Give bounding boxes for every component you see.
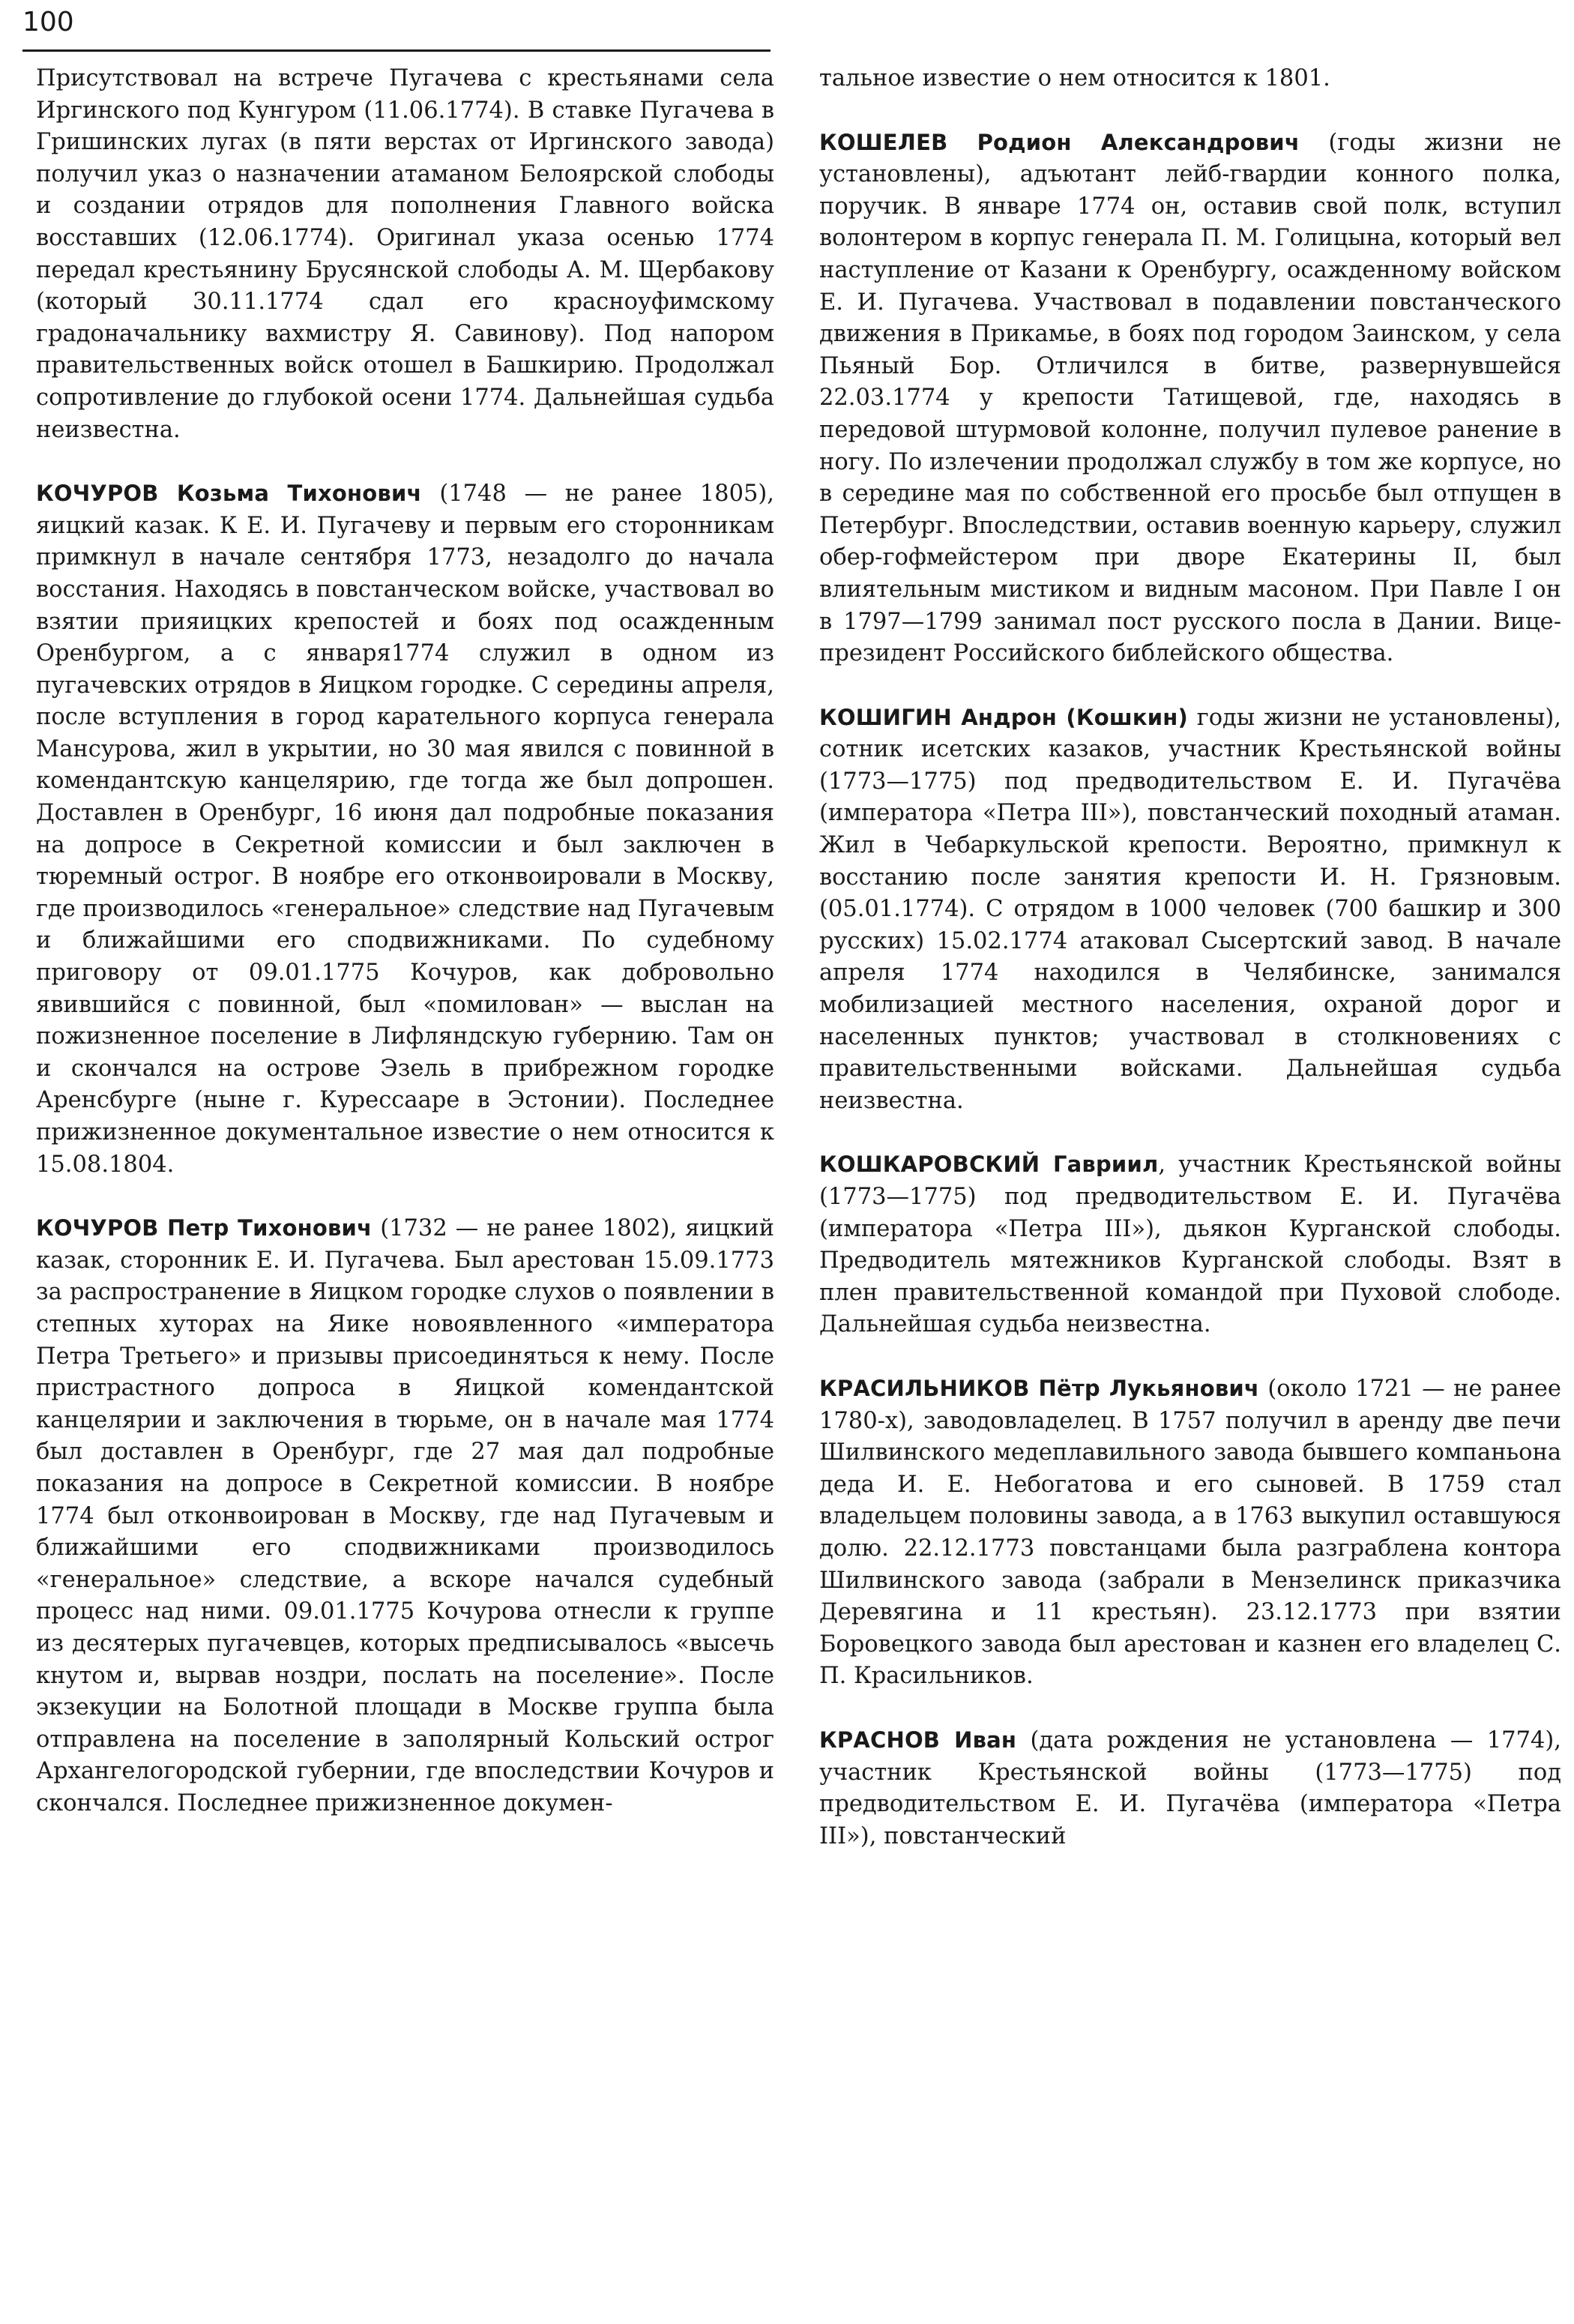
- continuation-text: [819, 63, 1561, 95]
- entry-paragraph: [819, 1724, 1561, 1852]
- entry-koshelev: [819, 127, 1561, 670]
- entry-heading: КРАСНОВ Иван: [819, 1727, 1017, 1753]
- entry-body: тальное известие о нем относится к 1801.: [819, 65, 1330, 91]
- entry-heading: КОЧУРОВ Петр Тихонович: [36, 1215, 373, 1241]
- entry-paragraph: [819, 1149, 1561, 1341]
- entry-body: (1748 — не ранее 1805), яицкий казак. К Е. И. Пугачеву и первым его сторонникам примкнул в начале сентября 1773, незадолго до начала восстания. Находясь в повстанческом войске, участвовал во взятии прияицких крепостей и боях под осажденным Оренбургом, а с января1774 служил в одном из пугачевских отрядов в Яицком городке. С середины апреля, после вступления в город карательного корпуса генерала Мансурова, жил в укрытии, но 30 мая явился с повинной в комендантскую канцелярию, где тогда же был допрошен. Доставлен в Оренбург, 16 июня дал подробные показания на допросе в Секретной комиссии и был заключен в тюремный острог. В ноябре его отконвоировали в Москву, где производилось «генеральное» следствие над Пугачевым и ближайшими его сподвижниками. По судебному приговору от 09.01.1775 Кочуров, как добровольно явившийся с повинной, был «помилован» — выслан на пожизненное поселение в Лифляндскую губернию. Там он и скончался на острове Эзель в прибрежном городке Аренсбурге (ныне г. Курессааре в Эстонии). Последнее прижизненное документальное известие о нем относится к 15.08.1804.: [36, 481, 774, 1178]
- entry-krasilnikov: [819, 1373, 1561, 1693]
- entry-body: (дата рождения не установлена — 1774), участник Крестьянской войны (1773—1775) под предводительством Е. И. Пугачёва (императора «Петра III»), повстанческий: [819, 1727, 1561, 1849]
- entry-kochurov-kozma: [36, 478, 774, 1181]
- entry-paragraph: [36, 478, 774, 1181]
- entry-heading: КОШИГИН Андрон (Кошкин): [819, 704, 1188, 730]
- entry-koshigin: [819, 702, 1561, 1118]
- entry-paragraph: [819, 1373, 1561, 1693]
- entry-body: (годы жизни не установлены), адъютант лейб-гвардии конного полка, поручик. В январе 1774 он, оставив свой полк, вступил волонтером в корпус генерала П. М. Голицына, который вел наступление от Казани к Оренбургу, осажденному войском Е. И. Пугачева. Участвовал в подавлении повстанческого движения в Прикамье, в боях под городом Заинском, у села Пьяный Бор. Отличился в битве, развернувшейся 22.03.1774 у крепости Татищевой, где, находясь в передовой штурмовой колонне, получил пулевое ранение в ногу. По излечении продолжал службу в том же корпусе, но в середине мая по собственной его просьбе был отпущен в Петербург. Впоследствии, оставив военную карьеру, служил обер-гофмейстером при дворе Екатерины II, был влиятельным мистиком и видным масоном. При Павле I он в 1797—1799 занимал пост русского посла в Дании. Вице-президент Российского библейского общества.: [819, 129, 1561, 667]
- entry-krasnov: [819, 1724, 1561, 1852]
- entry-paragraph: [819, 127, 1561, 670]
- page-number: 100: [22, 7, 74, 37]
- entry-heading: КРАСИЛЬНИКОВ Пётр Лукьянович: [819, 1375, 1259, 1401]
- entry-heading: КОЧУРОВ Козьма Тихонович: [36, 481, 422, 507]
- continuation-text: [36, 63, 774, 446]
- entry-paragraph: [36, 1212, 774, 1819]
- entry-heading: КОШЕЛЕВ Родион Александрович: [819, 129, 1300, 155]
- entry-paragraph: [819, 702, 1561, 1118]
- entry-body: , участник Крестьянской войны (1773—1775) под предводительством Е. И. Пугачёва (императора «Петра III»), дьякон Курганской слободы. Предводитель мятежников Курганской слободы. Взят в плен правительственной командой при Пуховой слободе. Дальнейшая судьба неизвестна.: [819, 1152, 1561, 1338]
- entry-body: (1732 — не ранее 1802), яицкий казак, сторонник Е. И. Пугачева. Был арестован 15.09.1773 за распространение в Яицком городке слухов о появлении в степных хуторах на Яике новоявленного «императора Петра Третьего» и призывы присоединяться к нему. После пристрастного допроса в Яицкой комендантской канцелярии и заключения в тюрьме, он в начале мая 1774 был доставлен в Оренбург, где 27 мая дал подробные показания на допросе в Секретной комиссии. В ноябре 1774 был отконвоирован в Москву, где над Пугачевым и ближайшими его сподвижниками производилось «генеральное» следствие, а вскоре начался судебный процесс над ними. 09.01.1775 Кочурова отнесли к группе из десятерых пугачевцев, которых предписывалось «высечь кнутом и, вырвав ноздри, послать на поселение». После экзекуции на Болотной площади в Москве группа была отправлена на поселение в заполярный Кольский острог Архангелогородской губернии, где впоследствии Кочуров и скончался. Последнее прижизненное докумен-: [36, 1215, 774, 1816]
- entry-body: (около 1721 — не ранее 1780-х), заводовладелец. В 1757 получил в аренду две печи Шилвинского медеплавильного завода бывшего компаньона деда И. Е. Небогатова и его сыновей. В 1759 стал владельцем половины завода, а в 1763 выкупил оставшуюся долю. 22.12.1773 повстанцами была разграблена контора Шилвинского завода (забрали в Мензелинск приказчика Деревягина и 11 крестьян). 23.12.1773 при взятии Боровецкого завода был арестован и казнен его владелец С. П. Красильников.: [819, 1375, 1561, 1690]
- left-column: [36, 63, 774, 1851]
- header-rule: [22, 49, 771, 52]
- entry-heading: КОШКАРОВСКИЙ Гавриил: [819, 1152, 1159, 1178]
- right-column: [819, 63, 1561, 1884]
- entry-body: годы жизни не установлены), сотник исетских казаков, участник Крестьянской войны (1773—1775) под предводительством Е. И. Пугачёва (императора «Петра III»), повстанческий походный атаман. Жил в Чебаркульской крепости. Вероятно, примкнул к восстанию после занятия крепости И. Н. Грязновым. (05.01.1774). С отрядом в 1000 человек (700 башкир и 300 русских) 15.02.1774 атаковал Сысертский завод. В начале апреля 1774 находился в Челябинске, занимался мобилизацией местного населения, охраной дорог и населенных пунктов; участвовал в столкновениях с правительственными войсками. Дальнейшая судьба неизвестна.: [819, 704, 1561, 1114]
- entry-kochurov-petr: [36, 1212, 774, 1819]
- entry-body: Присутствовал на встрече Пугачева с крестьянами села Иргинского под Кунгуром (11.06.1774). В ставке Пугачева в Гришинских лугах (в пяти верстах от Иргинского завода) получил указ о назначении атаманом Белоярской слободы и создании отрядов для пополнения Главного войска восставших (12.06.1774). Оригинал указа осенью 1774 передал крестьянину Брусянской слободы А. М. Щербакову (который 30.11.1774 сдал его красноуфимскому градоначальнику вахмистру Я. Савинову). Под напором правительственных войск отошел в Башкирию. Продолжал сопротивление до глубокой осени 1774. Дальнейшая судьба неизвестна.: [36, 65, 774, 443]
- entry-koshkarovsky: [819, 1149, 1561, 1341]
